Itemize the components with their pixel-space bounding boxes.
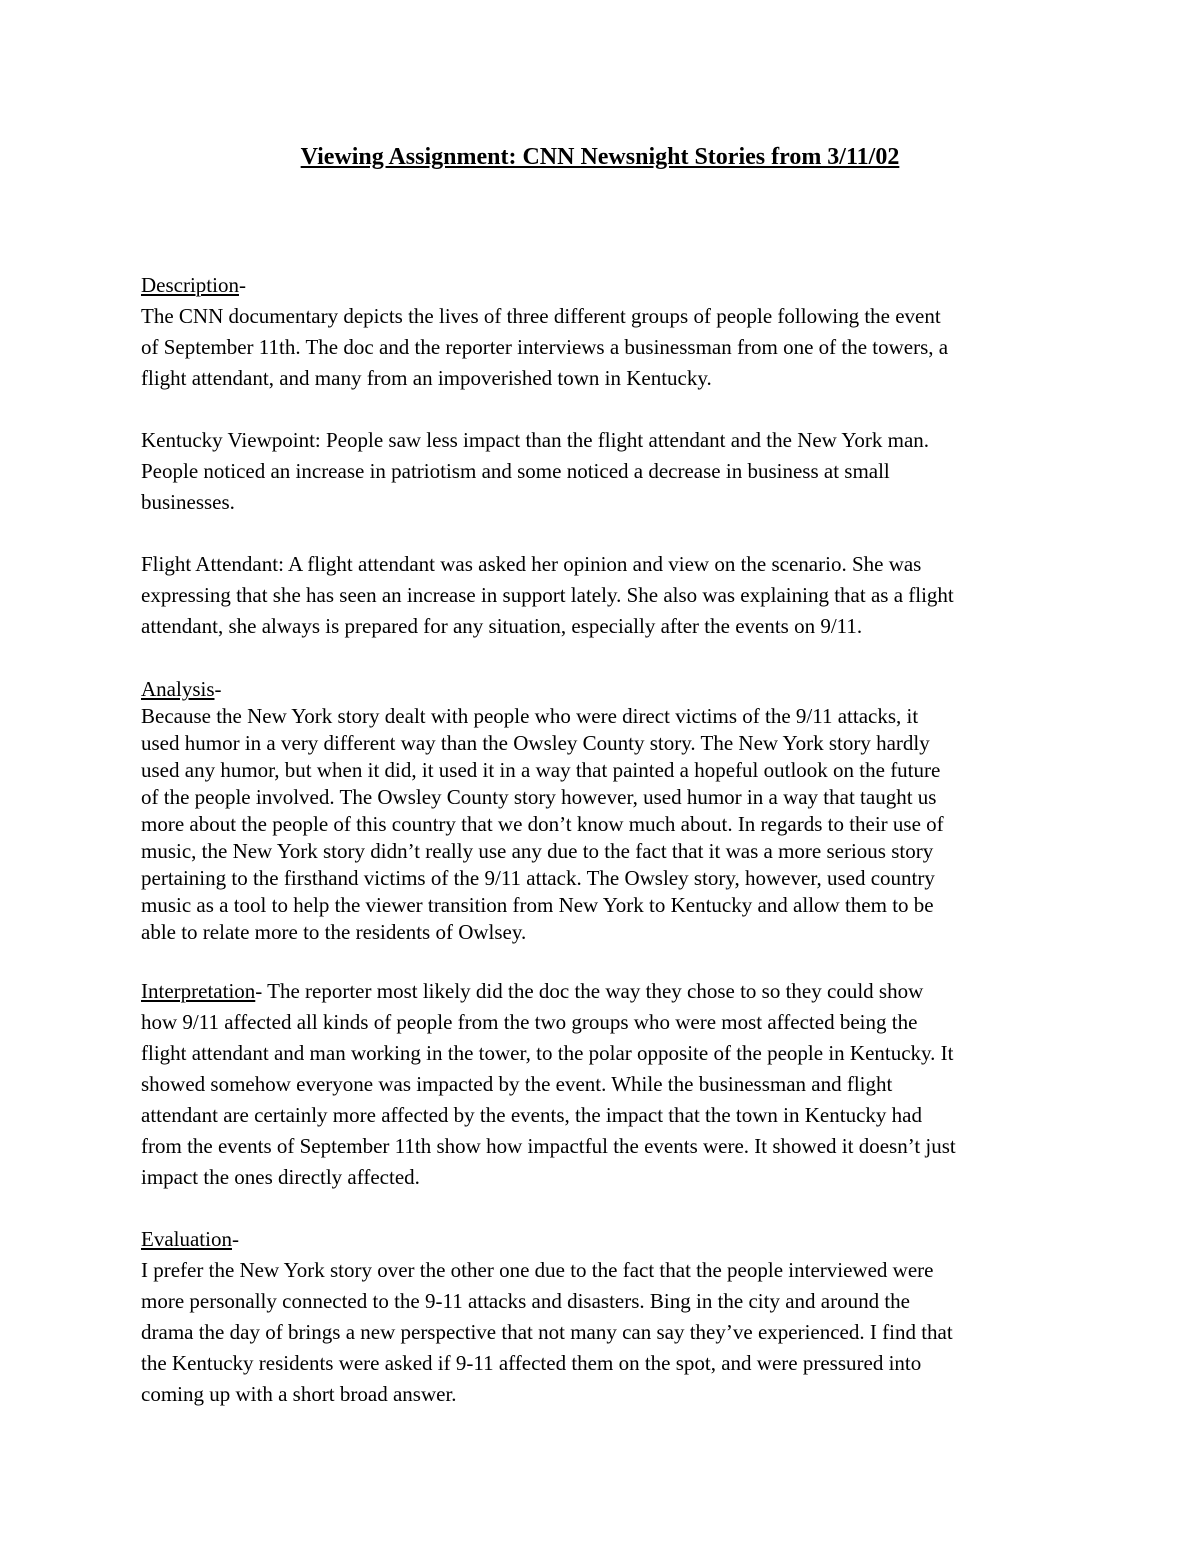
description-heading: Description [141, 273, 239, 297]
kentucky-line: Kentucky Viewpoint: People saw less impact than the flight attendant and the New York man. [141, 428, 930, 452]
interpretation-line: showed somehow everyone was impacted by the event. While the businessman and flight [141, 1072, 893, 1096]
kentucky-line: People noticed an increase in patriotism and some noticed a decrease in business at small [141, 459, 890, 483]
evaluation-line: I prefer the New York story over the other one due to the fact that the people interviewed were [141, 1258, 934, 1282]
analysis-line: pertaining to the firsthand victims of the 9/11 attack. The Owsley story, however, used country [141, 866, 935, 890]
kentucky-viewpoint-section [141, 425, 1061, 518]
page-title: Viewing Assignment: CNN Newsnight Stories from 3/11/02 [300, 144, 900, 170]
analysis-heading-line [141, 676, 1061, 703]
analysis-line: music as a tool to help the viewer transition from New York to Kentucky and allow them to be [141, 893, 934, 917]
interpretation-heading: Interpretation [141, 979, 256, 1003]
analysis-line: of the people involved. The Owsley County story however, used humor in a way that taught us [141, 785, 937, 809]
evaluation-line: coming up with a short broad answer. [141, 1382, 457, 1406]
description-line: of September 11th. The doc and the reporter interviews a businessman from one of the towers, a [141, 335, 949, 359]
description-heading-suffix: - [238, 273, 246, 297]
interpretation-first-line-text: - The reporter most likely did the doc the way they chose to so they could show [255, 979, 924, 1003]
analysis-heading-suffix: - [214, 677, 222, 701]
analysis-line: able to relate more to the residents of Owlsey. [141, 920, 527, 944]
interpretation-section [141, 976, 1061, 1193]
analysis-line: music, the New York story didn’t really use any due to the fact that it was a more serious story [141, 839, 934, 863]
evaluation-line: the Kentucky residents were asked if 9-11 affected them on the spot, and were pressured into [141, 1351, 922, 1375]
analysis-heading: Analysis [141, 677, 215, 701]
analysis-line: more about the people of this country that we don’t know much about. In regards to their use of [141, 812, 944, 836]
description-heading-line [141, 270, 1061, 301]
evaluation-heading-line [141, 1224, 1061, 1255]
evaluation-heading: Evaluation [141, 1227, 232, 1251]
flight-line: expressing that she has seen an increase in support lately. She also was explaining that as a flight [141, 583, 954, 607]
analysis-line: used any humor, but when it did, it used it in a way that painted a hopeful outlook on the future [141, 758, 941, 782]
evaluation-line: drama the day of brings a new perspective that not many can say they’ve experienced. I find that [141, 1320, 953, 1344]
interpretation-line: how 9/11 affected all kinds of people from the two groups who were most affected being the [141, 1010, 918, 1034]
description-section [141, 270, 1061, 394]
flight-line: Flight Attendant: A flight attendant was asked her opinion and view on the scenario. She was [141, 552, 922, 576]
evaluation-section [141, 1224, 1061, 1410]
flight-line: attendant, she always is prepared for any situation, especially after the events on 9/11. [141, 614, 863, 638]
evaluation-line: more personally connected to the 9-11 attacks and disasters. Bing in the city and around the [141, 1289, 911, 1313]
analysis-line: used humor in a very different way than the Owsley County story. The New York story hardly [141, 731, 930, 755]
description-line: flight attendant, and many from an impoverished town in Kentucky. [141, 366, 712, 390]
analysis-line: Because the New York story dealt with people who were direct victims of the 9/11 attacks, it [141, 704, 919, 728]
interpretation-line: attendant are certainly more affected by the events, the impact that the town in Kentucky had [141, 1103, 922, 1127]
interpretation-first-line [141, 976, 1061, 1007]
interpretation-line: impact the ones directly affected. [141, 1165, 420, 1189]
interpretation-line: from the events of September 11th show how impactful the events were. It showed it doesn’t just [141, 1134, 956, 1158]
evaluation-heading-suffix: - [231, 1227, 239, 1251]
description-line: The CNN documentary depicts the lives of three different groups of people following the event [141, 304, 941, 328]
kentucky-line: businesses. [141, 490, 235, 514]
interpretation-line: flight attendant and man working in the tower, to the polar opposite of the people in Kentucky. It [141, 1041, 954, 1065]
analysis-section [141, 676, 1061, 946]
flight-attendant-section [141, 549, 1061, 642]
